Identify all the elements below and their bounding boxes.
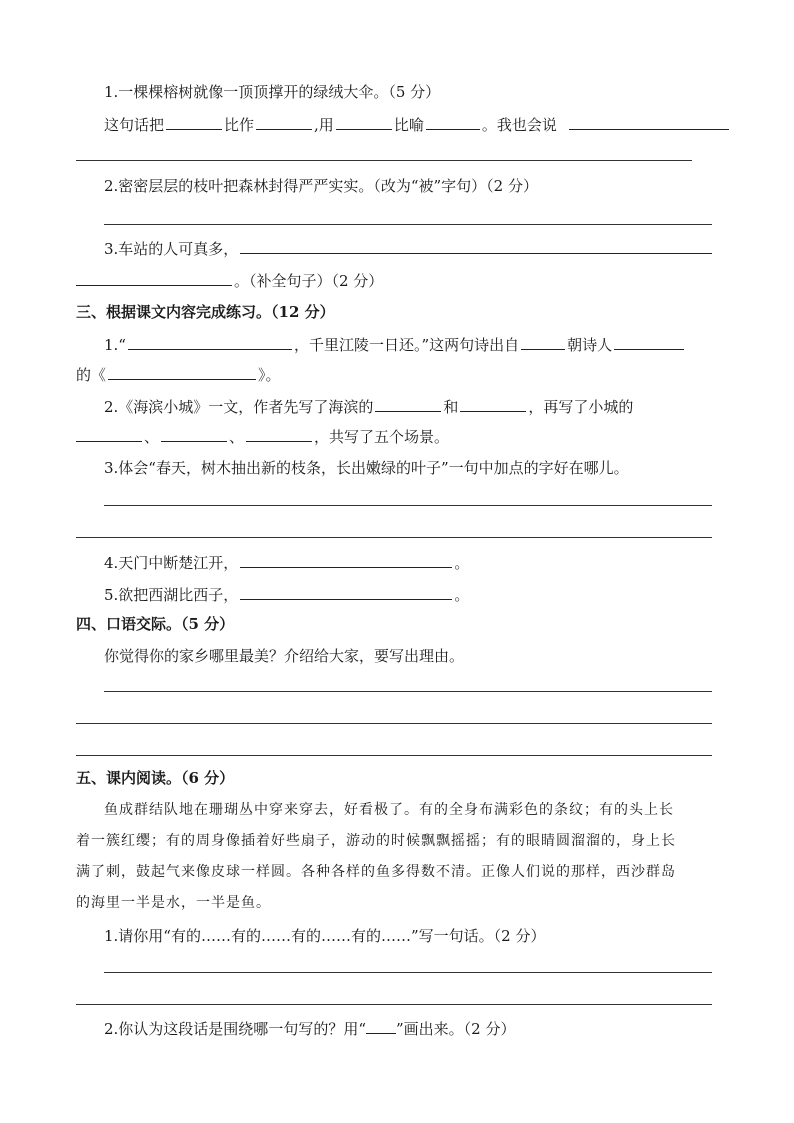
q1-text-a: 这句话把 [104,116,165,134]
s3q1-text-c: 朝诗人 [567,336,613,354]
s5q2-text-b: ”画出来。（2 分） [395,1020,516,1038]
question-3-tail [76,270,383,291]
answer-blank[interactable] [256,114,312,130]
s3q1-text-d: 的《 [76,366,107,384]
answer-line[interactable] [76,723,712,724]
s3-question-1 [104,334,686,355]
answer-blank[interactable] [108,364,256,380]
answer-blank[interactable] [375,396,441,412]
q1-text-b: 比作 [224,116,255,134]
question-1: 1.一棵棵榕树就像一顶顶撑开的绿绒大伞。（5 分） [104,83,441,101]
answer-line[interactable] [76,1004,712,1005]
s3-question-1-cont [76,364,281,385]
s3q5-text: 5.欲把西湖比西子， [104,586,239,604]
s3q2-text-d: 、 [144,428,160,446]
answer-line[interactable] [104,505,712,506]
answer-blank[interactable] [240,584,452,600]
s5-question-1: 1.请你用“有的……有的……有的……有的……”写一句话。（2 分） [104,927,546,945]
question-1-fill-line [104,114,731,135]
answer-blank[interactable] [166,114,222,130]
s3-question-3: 3.体会“春天，树木抽出新的枝条，长出嫩绿的叶子”一句中加点的字好在哪儿。 [104,459,629,477]
answer-blank[interactable] [614,334,684,350]
question-2: 2.密密层层的枝叶把森林封得严严实实。（改为“被”字句）（2 分） [104,177,538,195]
q1-text-c: ,用 [314,116,334,134]
s3q2-text-a: 2.《海滨小城》一文，作者先写了海滨的 [104,398,374,416]
answer-line[interactable] [104,224,712,225]
passage-line: 满了刺，鼓起气来像皮球一样圆。各种各样的鱼多得数不清。正像人们说的那样，西沙群岛 [76,864,676,880]
passage-line: 的海里一半是水，一半是鱼。 [76,895,271,911]
s3-question-2 [104,396,633,417]
answer-blank[interactable] [569,114,729,130]
passage-line: 鱼成群结队地在珊瑚丛中穿来穿去，好看极了。有的全身布满彩色的条纹；有的头上长 [104,802,674,818]
q1-text-d: 比喻 [393,116,424,134]
s4-prompt: 你觉得你的家乡哪里最美？介绍给大家，要写出理由。 [104,647,465,665]
answer-blank[interactable] [240,552,452,568]
question-3 [104,238,714,259]
answer-line[interactable] [76,755,712,756]
passage-line: 着一簇红缨；有的周身像插着好些扇子，游动的时候飘飘摇摇；有的眼睛圆溜溜的，身上长 [76,833,676,849]
s5q2-text-a: 2.你认为这段话是围绕哪一句写的？用“ [104,1020,366,1038]
answer-blank[interactable] [128,334,292,350]
answer-blank[interactable] [460,396,526,412]
answer-blank[interactable] [426,114,480,130]
s3q5-period: 。 [454,586,470,604]
s3-question-2-cont [76,426,449,447]
s3q1-text-b: ，千里江陵一日还。”这两句诗出自 [293,336,520,354]
s3q2-text-e: 、 [229,428,245,446]
answer-line[interactable] [76,160,692,161]
section-3-title: 三、根据课文内容完成练习。（12 分） [76,303,335,321]
answer-blank[interactable] [76,426,142,442]
q3-tail-text: 。（补全句子）（2 分） [234,272,384,290]
answer-line[interactable] [104,972,712,973]
s3q2-text-f: ，共写了五个场景。 [314,428,450,446]
s3q4-period: 。 [454,554,470,572]
s3q4-text: 4.天门中断楚江开， [104,554,239,572]
answer-blank[interactable] [521,334,565,350]
s3q1-text-e: 》。 [258,366,281,384]
q1-text-e: 。我也会说 [481,116,557,134]
s5-question-2 [104,1018,515,1039]
answer-line[interactable] [76,537,712,538]
s3q1-text-a: 1.“ [104,336,126,354]
answer-line[interactable] [104,691,712,692]
answer-blank[interactable] [76,270,232,286]
s3q2-text-c: ，再写了小城的 [528,398,634,416]
answer-blank[interactable] [246,426,312,442]
answer-blank[interactable] [366,1018,396,1034]
section-5-title: 五、课内阅读。（6 分） [76,769,235,787]
answer-blank[interactable] [336,114,392,130]
s3-question-5 [104,584,469,605]
answer-blank[interactable] [240,238,712,254]
q3-text: 3.车站的人可真多， [104,240,239,258]
answer-blank[interactable] [161,426,227,442]
s3-question-4 [104,552,469,573]
s3q2-text-b: 和 [443,398,459,416]
section-4-title: 四、口语交际。（5 分） [76,615,235,633]
